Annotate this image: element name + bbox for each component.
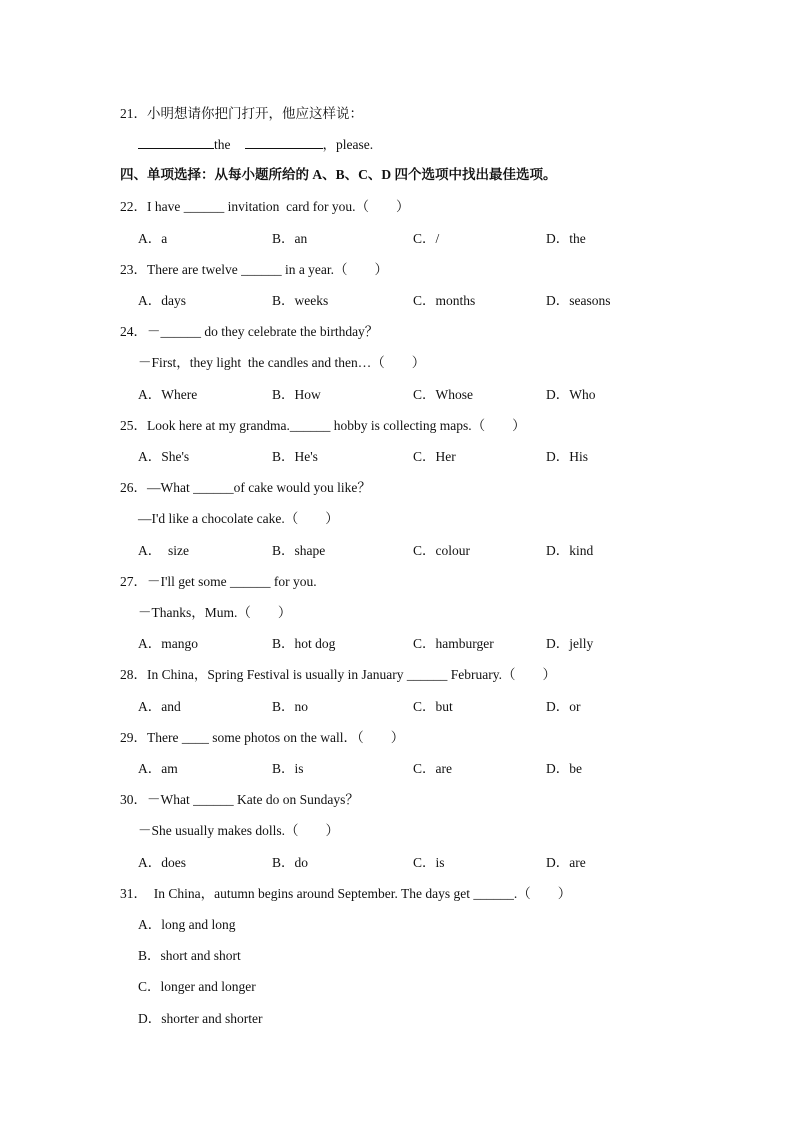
question-29-option-c[interactable]: C．are <box>413 761 452 776</box>
section-4-title: 四、单项选择：从每小题所给的 A、B、C、D 四个选项中找出最佳选项。 <box>120 167 557 182</box>
question-27-option-b[interactable]: B．hot dog <box>272 636 336 651</box>
question-28-option-b[interactable]: B．no <box>272 699 309 714</box>
question-26-stem: 26．—What ______of cake would you like？ <box>120 480 371 495</box>
question-28-stem: 28．In China，Spring Festival is usually in January ______ February.（ ） <box>120 667 556 682</box>
question-24-response: －First，they light the candles and then…（ ） <box>138 355 426 370</box>
answer-text-please: ，please. <box>322 137 374 152</box>
question-26-option-b[interactable]: B．shape <box>272 543 326 558</box>
question-29-option-d[interactable]: D．be <box>546 761 582 776</box>
question-21-answer-line <box>138 136 373 154</box>
question-27-option-d[interactable]: D．jelly <box>546 636 594 651</box>
question-29-stem: 29．There ____ some photos on the wall．（ ） <box>120 730 405 745</box>
question-22-stem: 22．I have ______ invitation card for you.（ ） <box>120 199 410 214</box>
question-24-option-c[interactable]: C．Whose <box>413 387 473 402</box>
question-23-option-d[interactable]: D．seasons <box>546 293 611 308</box>
question-24-option-b[interactable]: B．How <box>272 387 321 402</box>
question-27-stem: 27．－I'll get some ______ for you. <box>120 574 317 589</box>
question-29-option-a[interactable]: A．am <box>138 761 178 776</box>
question-31-option-d[interactable]: D．shorter and shorter <box>138 1011 263 1026</box>
question-24-stem: 24．－______ do they celebrate the birthday？ <box>120 324 379 339</box>
question-26-response: —I'd like a chocolate cake.（ ） <box>138 511 339 526</box>
question-23-option-a[interactable]: A．days <box>138 293 186 308</box>
question-28-option-c[interactable]: C．but <box>413 699 453 714</box>
question-30-option-b[interactable]: B．do <box>272 855 309 870</box>
question-29-option-b[interactable]: B．is <box>272 761 304 776</box>
question-22-option-a[interactable]: A．a <box>138 231 168 246</box>
question-31-option-b[interactable]: B．short and short <box>138 948 241 963</box>
question-25-option-c[interactable]: C．Her <box>413 449 456 464</box>
answer-blank[interactable] <box>138 136 214 149</box>
question-26-option-c[interactable]: C．colour <box>413 543 470 558</box>
question-23-stem: 23．There are twelve ______ in a year.（ ） <box>120 262 389 277</box>
question-22-option-b[interactable]: B．an <box>272 231 308 246</box>
question-30-stem: 30．－What ______ Kate do on Sundays？ <box>120 792 359 807</box>
question-25-option-b[interactable]: B．He's <box>272 449 318 464</box>
question-27-option-a[interactable]: A．mango <box>138 636 198 651</box>
question-30-option-d[interactable]: D．are <box>546 855 586 870</box>
question-30-option-a[interactable]: A．does <box>138 855 186 870</box>
question-21-stem: 21．小明想请你把门打开，他应这样说： <box>120 106 363 121</box>
question-31-option-c[interactable]: C．longer and longer <box>138 979 256 994</box>
question-30-response: －She usually makes dolls.（ ） <box>138 823 339 838</box>
question-26-option-a[interactable]: A． size <box>138 543 189 558</box>
question-26-option-d[interactable]: D．kind <box>546 543 594 558</box>
question-28-option-a[interactable]: A．and <box>138 699 181 714</box>
question-22-option-c[interactable]: C．/ <box>413 231 440 246</box>
question-22-option-d[interactable]: D．the <box>546 231 586 246</box>
answer-blank[interactable] <box>245 136 323 149</box>
question-31-stem: 31． In China，autumn begins around September. The days get ______.（ ） <box>120 886 572 901</box>
question-25-stem: 25．Look here at my grandma.______ hobby is collecting maps.（ ） <box>120 418 526 433</box>
question-24-option-d[interactable]: D．Who <box>546 387 596 402</box>
question-24-option-a[interactable]: A．Where <box>138 387 198 402</box>
question-31-option-a[interactable]: A．long and long <box>138 917 236 932</box>
question-30-option-c[interactable]: C．is <box>413 855 445 870</box>
question-23-option-c[interactable]: C．months <box>413 293 476 308</box>
question-27-option-c[interactable]: C．hamburger <box>413 636 494 651</box>
question-23-option-b[interactable]: B．weeks <box>272 293 329 308</box>
question-25-option-a[interactable]: A．She's <box>138 449 190 464</box>
question-27-response: －Thanks，Mum.（ ） <box>138 605 292 620</box>
question-28-option-d[interactable]: D．or <box>546 699 581 714</box>
question-25-option-d[interactable]: D．His <box>546 449 589 464</box>
answer-text-the: the <box>214 137 231 152</box>
